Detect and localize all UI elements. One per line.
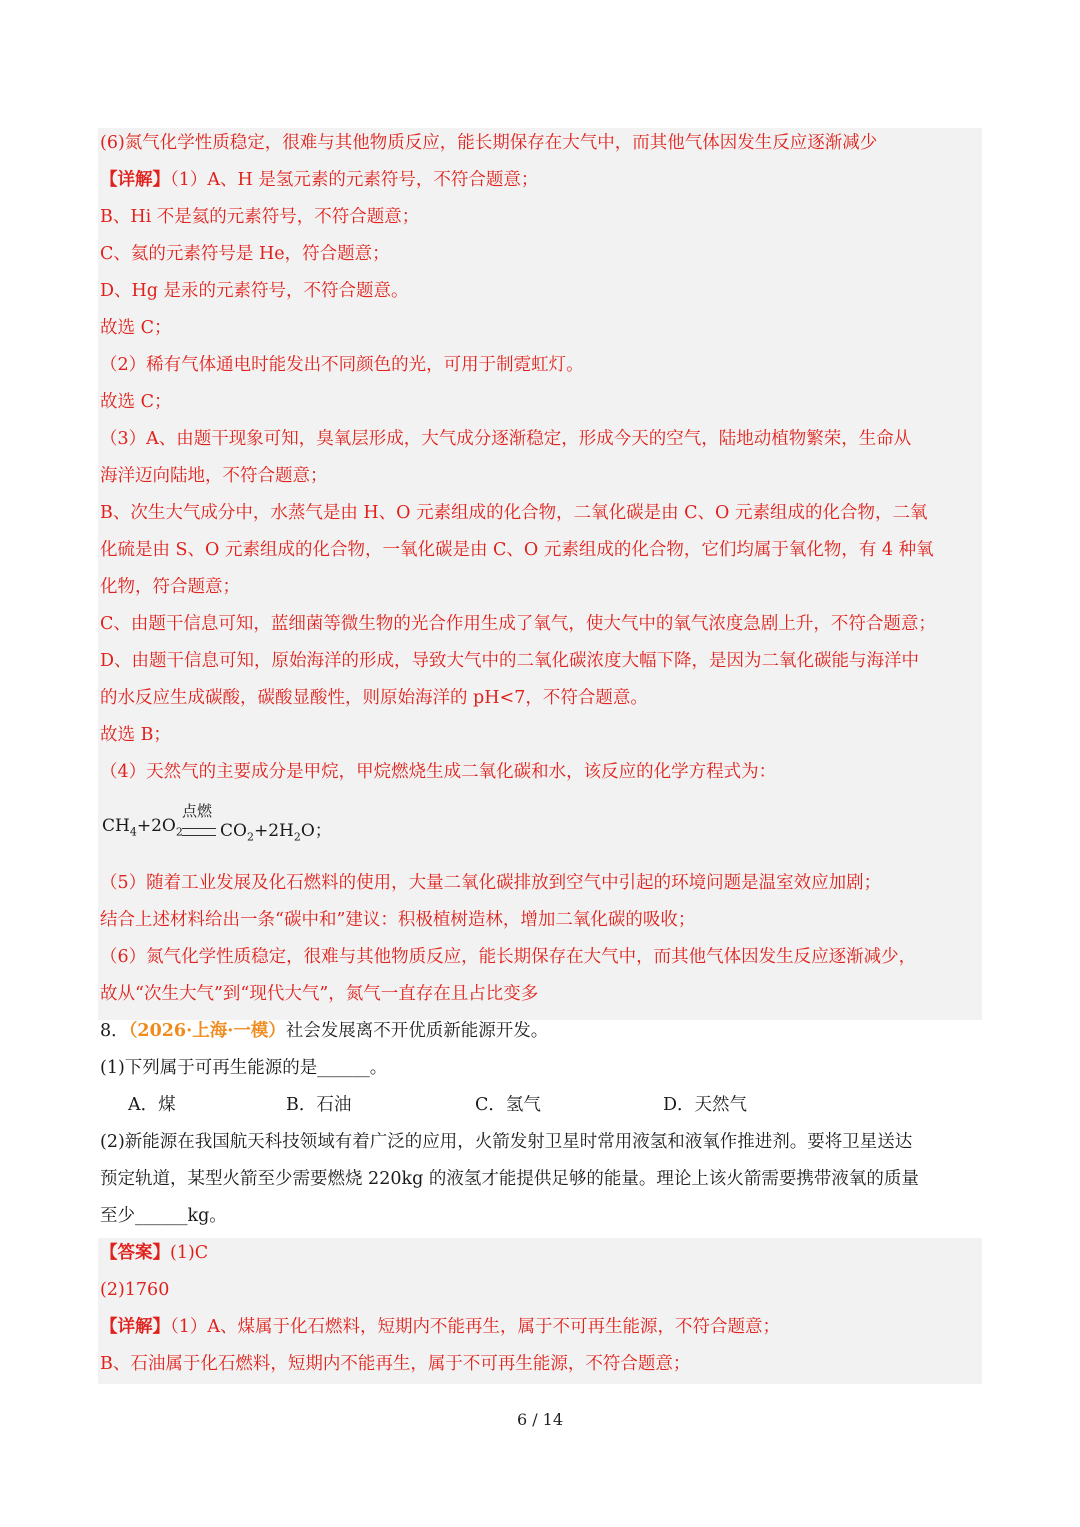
detail-line: 化物，符合题意； [100, 577, 240, 597]
equals-sign [182, 828, 216, 836]
detail-line: 结合上述材料给出一条“碳中和”建议：积极植树造林，增加二氧化碳的吸收； [100, 910, 696, 930]
detail-text: （1）A、H 是氢元素的元素符号，不符合题意； [170, 170, 539, 190]
detail-line: 故选 B； [100, 725, 171, 745]
detail-line: C、氦的元素符号是 He，符合题意； [100, 244, 390, 264]
answer-line: (6)氮气化学性质稳定，很难与其他物质反应，能长期保存在大气中，而其他气体因发生反应逐渐减少 [100, 133, 878, 153]
detail-line: B、石油属于化石燃料，短期内不能再生，属于不可再生能源，不符合题意； [100, 1354, 691, 1374]
detail-line: 化硫是由 S、O 元素组成的化合物，一氧化碳是由 C、O 元素组成的化合物，它们均属于氧化物，有 4 种氧 [100, 540, 934, 560]
detail-line: 海洋迈向陆地，不符合题意； [100, 466, 328, 486]
detail-line [100, 165, 980, 195]
detail-line: （6）氮气化学性质稳定，很难与其他物质反应，能长期保存在大气中，而其他气体因发生反应逐渐减少， [100, 947, 917, 967]
reaction-condition: 点燃 [182, 802, 213, 820]
choice-row [100, 1090, 980, 1120]
choice-c: C．氢气 [475, 1095, 541, 1115]
choice-a: A．煤 [128, 1095, 176, 1115]
choice-d: D．天然气 [663, 1095, 748, 1115]
question-8-stem [100, 1016, 980, 1046]
equation-products: $CO_2+2H_2O$； [220, 821, 332, 844]
detail-text: （1）A、煤属于化石燃料，短期内不能再生，属于不可再生能源，不符合题意； [170, 1317, 781, 1337]
question-8-part-2: 至少______kg。 [100, 1206, 227, 1226]
answer-line [100, 1238, 980, 1268]
answer-line: (2)1760 [100, 1280, 170, 1300]
page-number: 6 / 14 [516, 1410, 564, 1429]
detail-line: 故选 C； [100, 392, 172, 412]
detail-line: （3）A、由题干现象可知，臭氧层形成，大气成分逐渐稳定，形成今天的空气，陆地动植物繁荣，生命从 [100, 429, 912, 449]
detail-line: 故从“次生大气”到“现代大气”，氮气一直存在且占比变多 [100, 984, 539, 1004]
detail-line: B、Hi 不是氦的元素符号，不符合题意； [100, 207, 420, 227]
question-text: 社会发展离不开优质新能源开发。 [285, 1021, 549, 1041]
detail-line [100, 1312, 980, 1342]
detail-line: D、由题干信息可知，原始海洋的形成，导致大气中的二氧化碳浓度大幅下降，是因为二氧化碳能与海洋中 [100, 651, 920, 671]
question-8-part-2: (2)新能源在我国航天科技领域有着广泛的应用，火箭发射卫星时常用液氢和液氧作推进剂。要将卫星送达 [100, 1132, 913, 1152]
detail-line: （5）随着工业发展及化石燃料的使用，大量二氧化碳排放到空气中引起的环境问题是温室效应加剧； [100, 873, 882, 893]
detail-line: （4）天然气的主要成分是甲烷，甲烷燃烧生成二氧化碳和水，该反应的化学方程式为： [100, 762, 777, 782]
detail-line: （2）稀有气体通电时能发出不同颜色的光，可用于制霓虹灯。 [100, 355, 584, 375]
equation-reactants: $CH_4+2O_2$ [102, 816, 183, 839]
question-number: 8． [100, 1021, 129, 1041]
detail-label: 【详解】 [100, 170, 170, 190]
question-source: （2026·上海·一模） [128, 1021, 286, 1041]
detail-line: D、Hg 是汞的元素符号，不符合题意。 [100, 281, 409, 301]
detail-line: C、由题干信息可知，蓝细菌等微生物的光合作用生成了氧气，使大气中的氧气浓度急剧上升，不符合题意； [100, 614, 936, 634]
question-8-part-2: 预定轨道，某型火箭至少需要燃烧 220kg 的液氢才能提供足够的能量。理论上该火箭需要携带液氧的质量 [100, 1169, 919, 1189]
chemical-equation [102, 800, 402, 850]
detail-line: 的水反应生成碳酸，碳酸显酸性，则原始海洋的 pH<7，不符合题意。 [100, 688, 648, 708]
answer-text: (1)C [170, 1243, 209, 1263]
choice-b: B．石油 [286, 1095, 352, 1115]
detail-line: 故选 C； [100, 318, 172, 338]
question-8-part-1: (1)下列属于可再生能源的是______。 [100, 1058, 388, 1078]
detail-label: 【详解】 [100, 1317, 170, 1337]
detail-line: B、次生大气成分中，水蒸气是由 H、O 元素组成的化合物，二氧化碳是由 C、O 元素组成的化合物，二氧 [100, 503, 928, 523]
answer-label: 【答案】 [100, 1243, 170, 1263]
